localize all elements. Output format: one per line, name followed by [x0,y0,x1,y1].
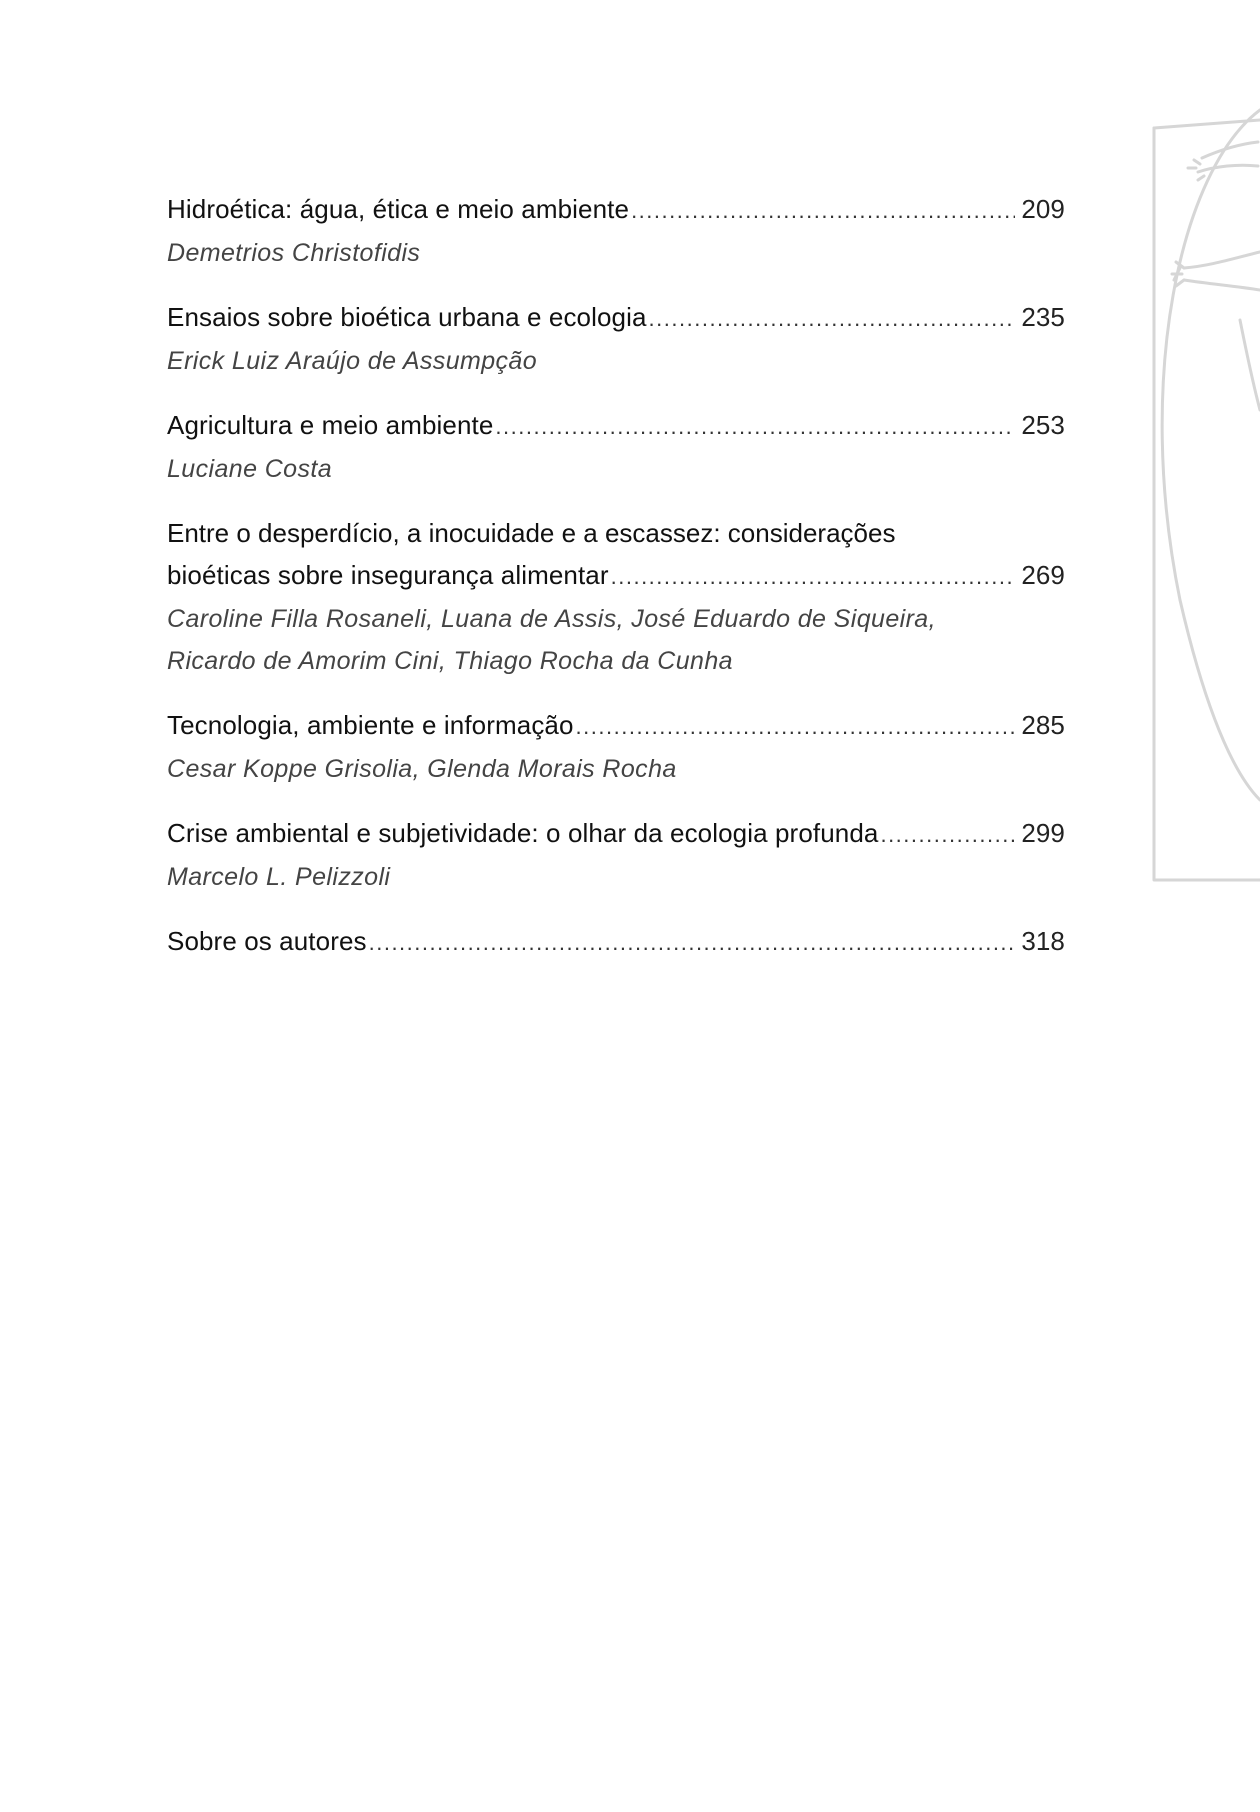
toc-title-row[interactable] [167,920,1065,964]
toc-page-number: 269 [1021,560,1065,590]
toc-entry-bioetica-urbana [167,296,1065,382]
vitruvian-man-sketch-icon [1140,80,1260,900]
table-of-contents [167,188,1065,986]
toc-entry-inseguranca-alimentar [167,512,1065,682]
toc-title: Agricultura e meio ambiente [167,410,494,440]
toc-title: Tecnologia, ambiente e informação [167,710,574,740]
toc-title-row[interactable] [167,296,1065,340]
toc-page-number: 285 [1021,710,1065,740]
dot-leader [880,814,1015,856]
toc-author: Caroline Filla Rosaneli, Luana de Assis, José Eduardo de Siqueira, [167,605,936,633]
toc-entry-tecnologia [167,704,1065,790]
toc-title-row[interactable] [167,554,1065,598]
toc-entry-agricultura [167,404,1065,490]
toc-title-row[interactable] [167,704,1065,748]
toc-author: Marcelo L. Pelizzoli [167,863,391,891]
dot-leader [631,190,1015,232]
toc-title-row[interactable] [167,812,1065,856]
toc-author: Ricardo de Amorim Cini, Thiago Rocha da Cunha [167,647,733,675]
toc-author: Luciane Costa [167,455,333,483]
toc-author: Erick Luiz Araújo de Assumpção [167,347,538,375]
dot-leader [576,706,1016,748]
toc-title-row[interactable] [167,404,1065,448]
toc-page-number: 318 [1021,926,1065,956]
dot-leader [611,556,1016,598]
toc-title-row[interactable] [167,188,1065,232]
toc-page-number: 253 [1021,410,1065,440]
toc-title: Crise ambiental e subjetividade: o olhar da ecologia profunda [167,818,879,848]
toc-title: Ensaios sobre bioética urbana e ecologia [167,302,647,332]
toc-entry-crise-ambiental [167,812,1065,898]
dot-leader [649,298,1016,340]
toc-page-number: 235 [1021,302,1065,332]
toc-title: Sobre os autores [167,926,367,956]
toc-entry-hidroetica [167,188,1065,274]
toc-page-number: 209 [1021,194,1065,224]
dot-leader [369,922,1016,964]
toc-title: Hidroética: água, ética e meio ambiente [167,194,630,224]
toc-title: bioéticas sobre insegurança alimentar [167,560,609,590]
toc-title-line-1[interactable]: Entre o desperdício, a inocuidade e a escassez: considerações [167,518,896,548]
toc-author: Demetrios Christofidis [167,239,421,267]
dot-leader [495,406,1015,448]
toc-author: Cesar Koppe Grisolia, Glenda Morais Rocha [167,755,677,783]
toc-entry-sobre-os-autores [167,920,1065,964]
toc-page-number: 299 [1021,818,1065,848]
